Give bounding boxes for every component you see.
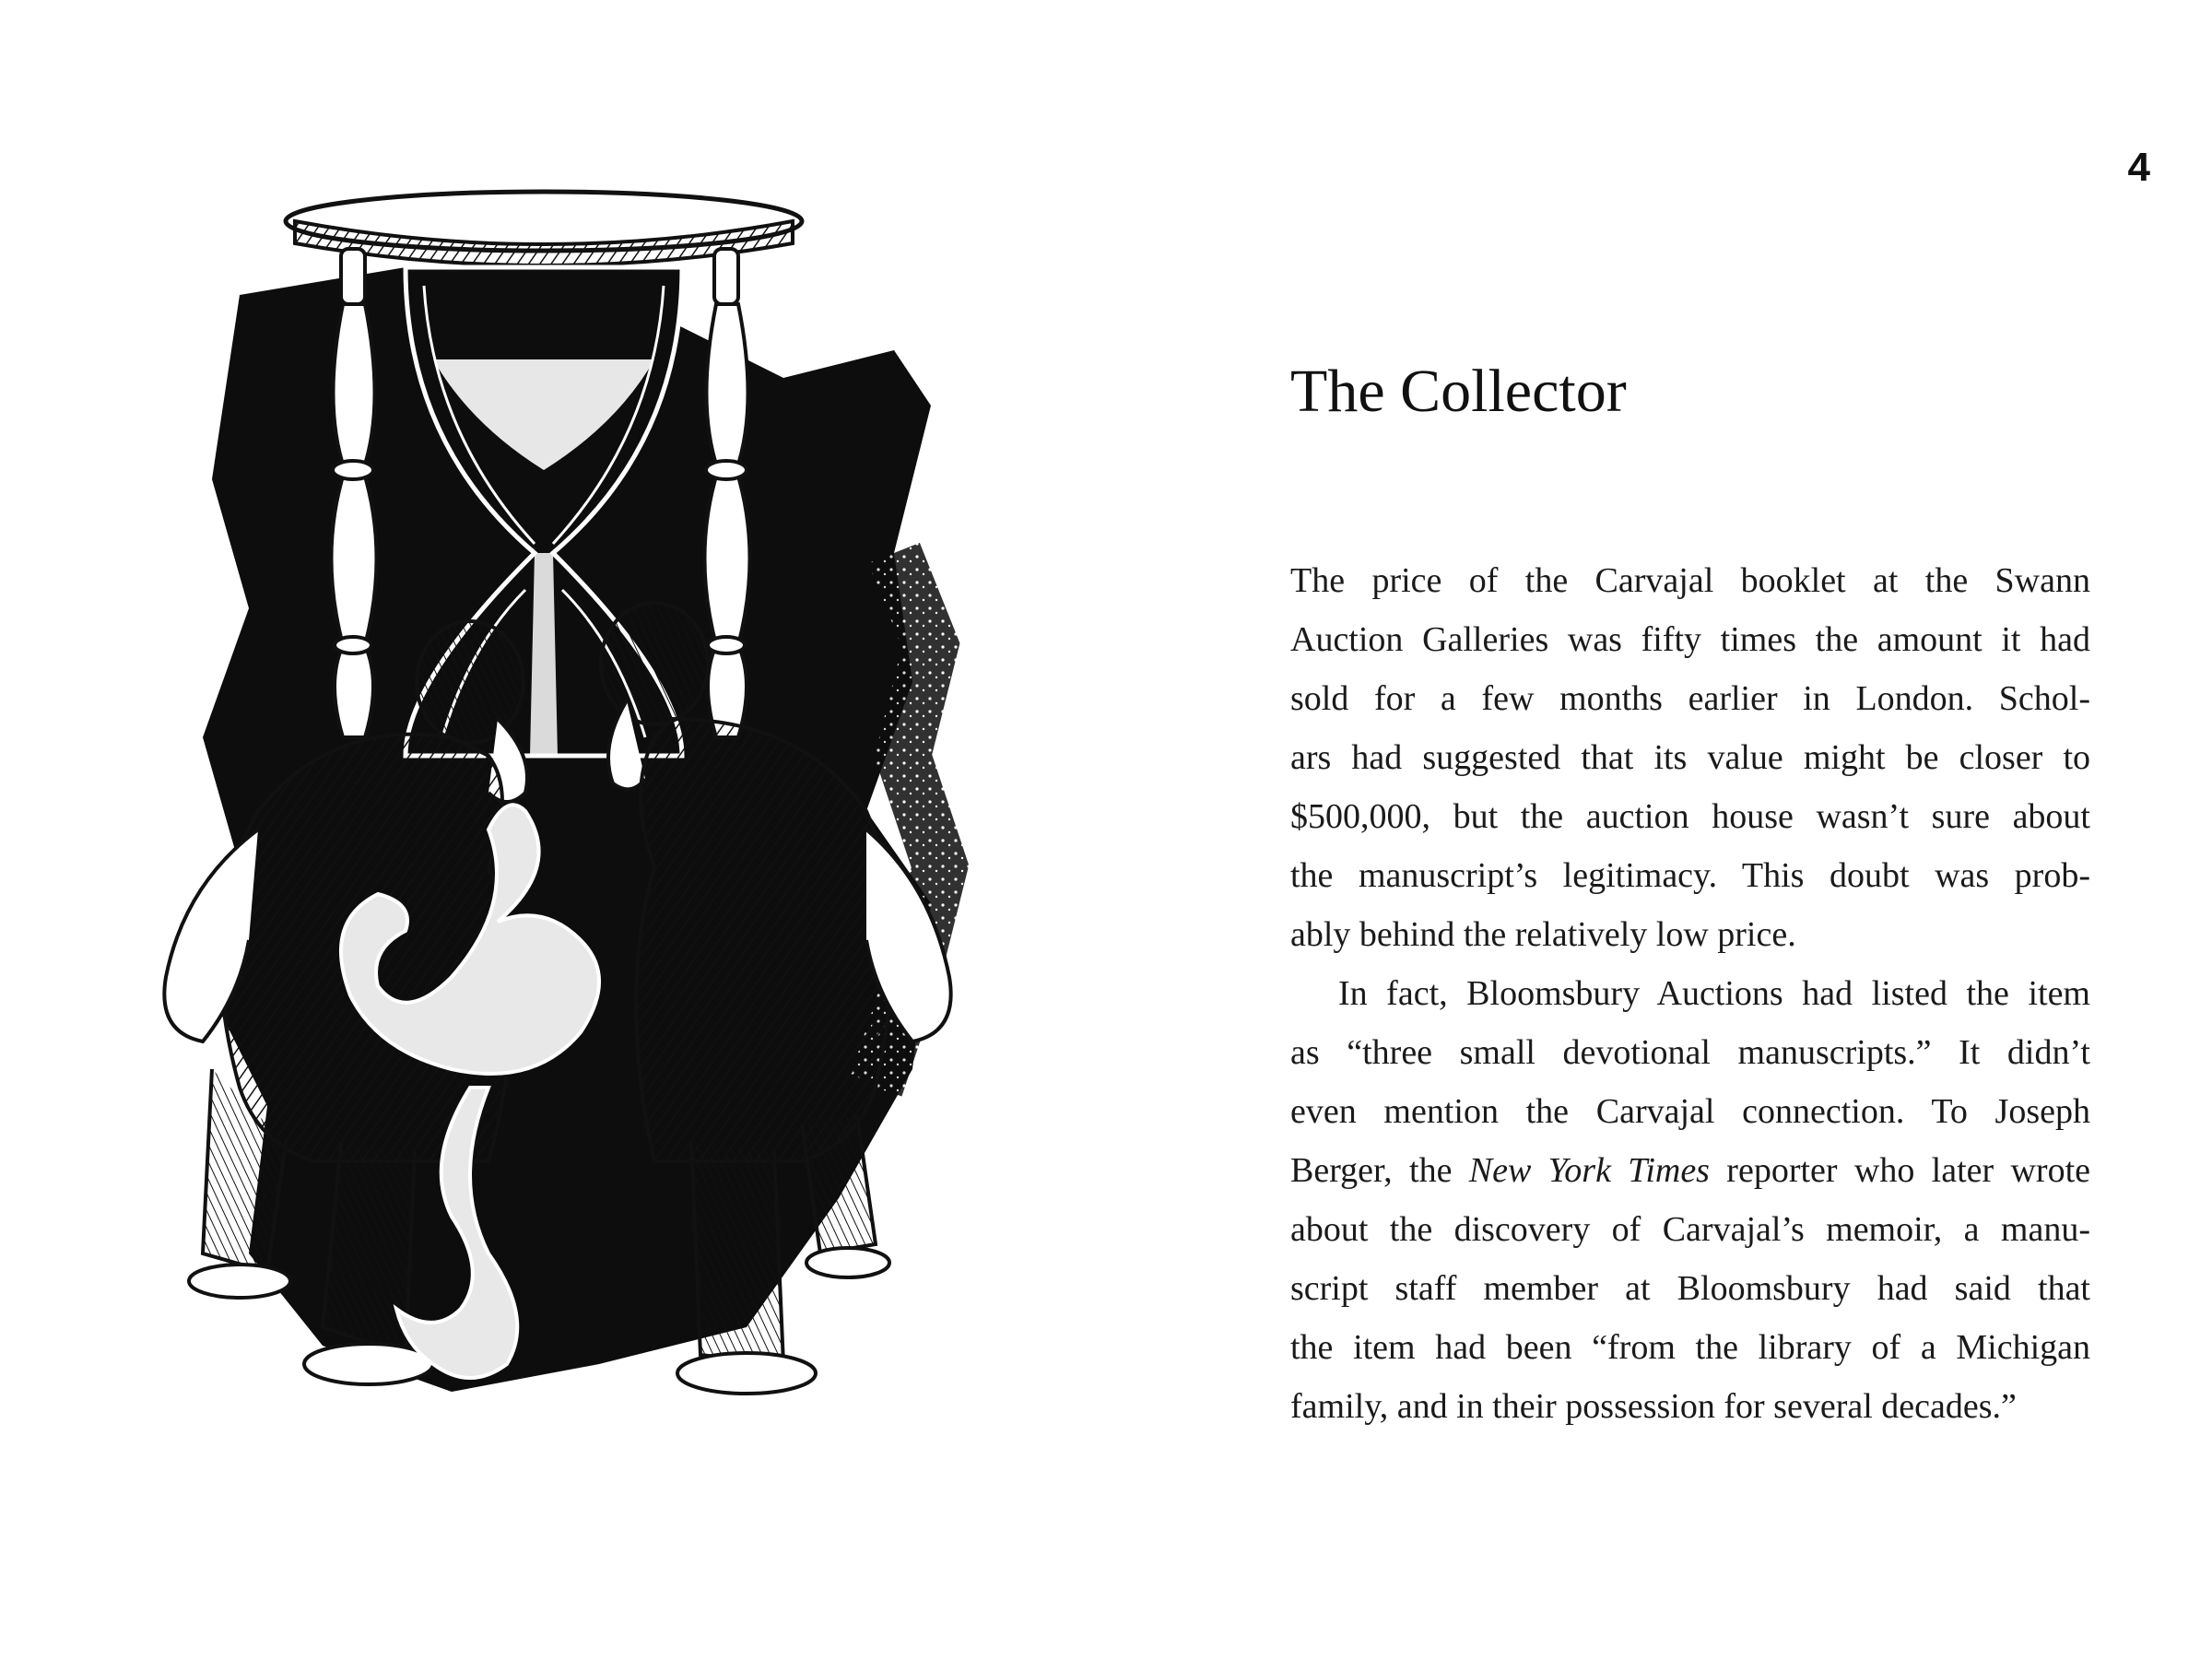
text-line: even mention the Carvajal connection. To Joseph bbox=[1290, 1092, 2090, 1131]
hourglass-figures-illustration-icon bbox=[101, 166, 1069, 1438]
text-line: Auction Galleries was fifty times the amount it had bbox=[1290, 620, 2090, 659]
text-line: about the discovery of Carvajal’s memoir, a manu- bbox=[1290, 1210, 2090, 1249]
page-number: 4 bbox=[2127, 145, 2150, 190]
paragraph-2 bbox=[1290, 964, 2090, 1436]
right-page bbox=[1106, 0, 2212, 1659]
chapter-title: The Collector bbox=[1290, 358, 1627, 425]
text-line: In fact, Bloomsbury Auctions had listed the item bbox=[1338, 974, 2090, 1013]
newspaper-title: New York Times bbox=[1468, 1151, 1710, 1190]
text-line: as “three small devotional manuscripts.” It didn’t bbox=[1290, 1033, 2090, 1072]
text-line: family, and in their possession for several decades.” bbox=[1290, 1387, 2017, 1426]
text-run: Berger, the bbox=[1290, 1151, 1469, 1190]
chapter-illustration bbox=[101, 166, 1069, 1438]
text-line: The price of the Carvajal booklet at the Swann bbox=[1290, 561, 2090, 600]
paragraph-1 bbox=[1290, 551, 2090, 964]
body-text bbox=[1290, 551, 2090, 1436]
text-line: the manuscript’s legitimacy. This doubt was prob- bbox=[1290, 856, 2090, 895]
text-run: reporter who later wrote bbox=[1709, 1151, 2090, 1190]
text-line: the item had been “from the library of a Michigan bbox=[1290, 1328, 2090, 1367]
hourglass-post-right bbox=[704, 249, 749, 737]
text-line: ably behind the relatively low price. bbox=[1290, 915, 1796, 954]
text-line: ars had suggested that its value might be closer to bbox=[1290, 738, 2090, 777]
hourglass-post-left bbox=[331, 249, 376, 737]
text-line: sold for a few months earlier in London. Schol- bbox=[1290, 679, 2090, 718]
text-line: $500,000, but the auction house wasn’t sure about bbox=[1290, 797, 2090, 836]
text-line-with-italic bbox=[1290, 1141, 2090, 1200]
text-line: script staff member at Bloomsbury had said that bbox=[1290, 1269, 2090, 1308]
